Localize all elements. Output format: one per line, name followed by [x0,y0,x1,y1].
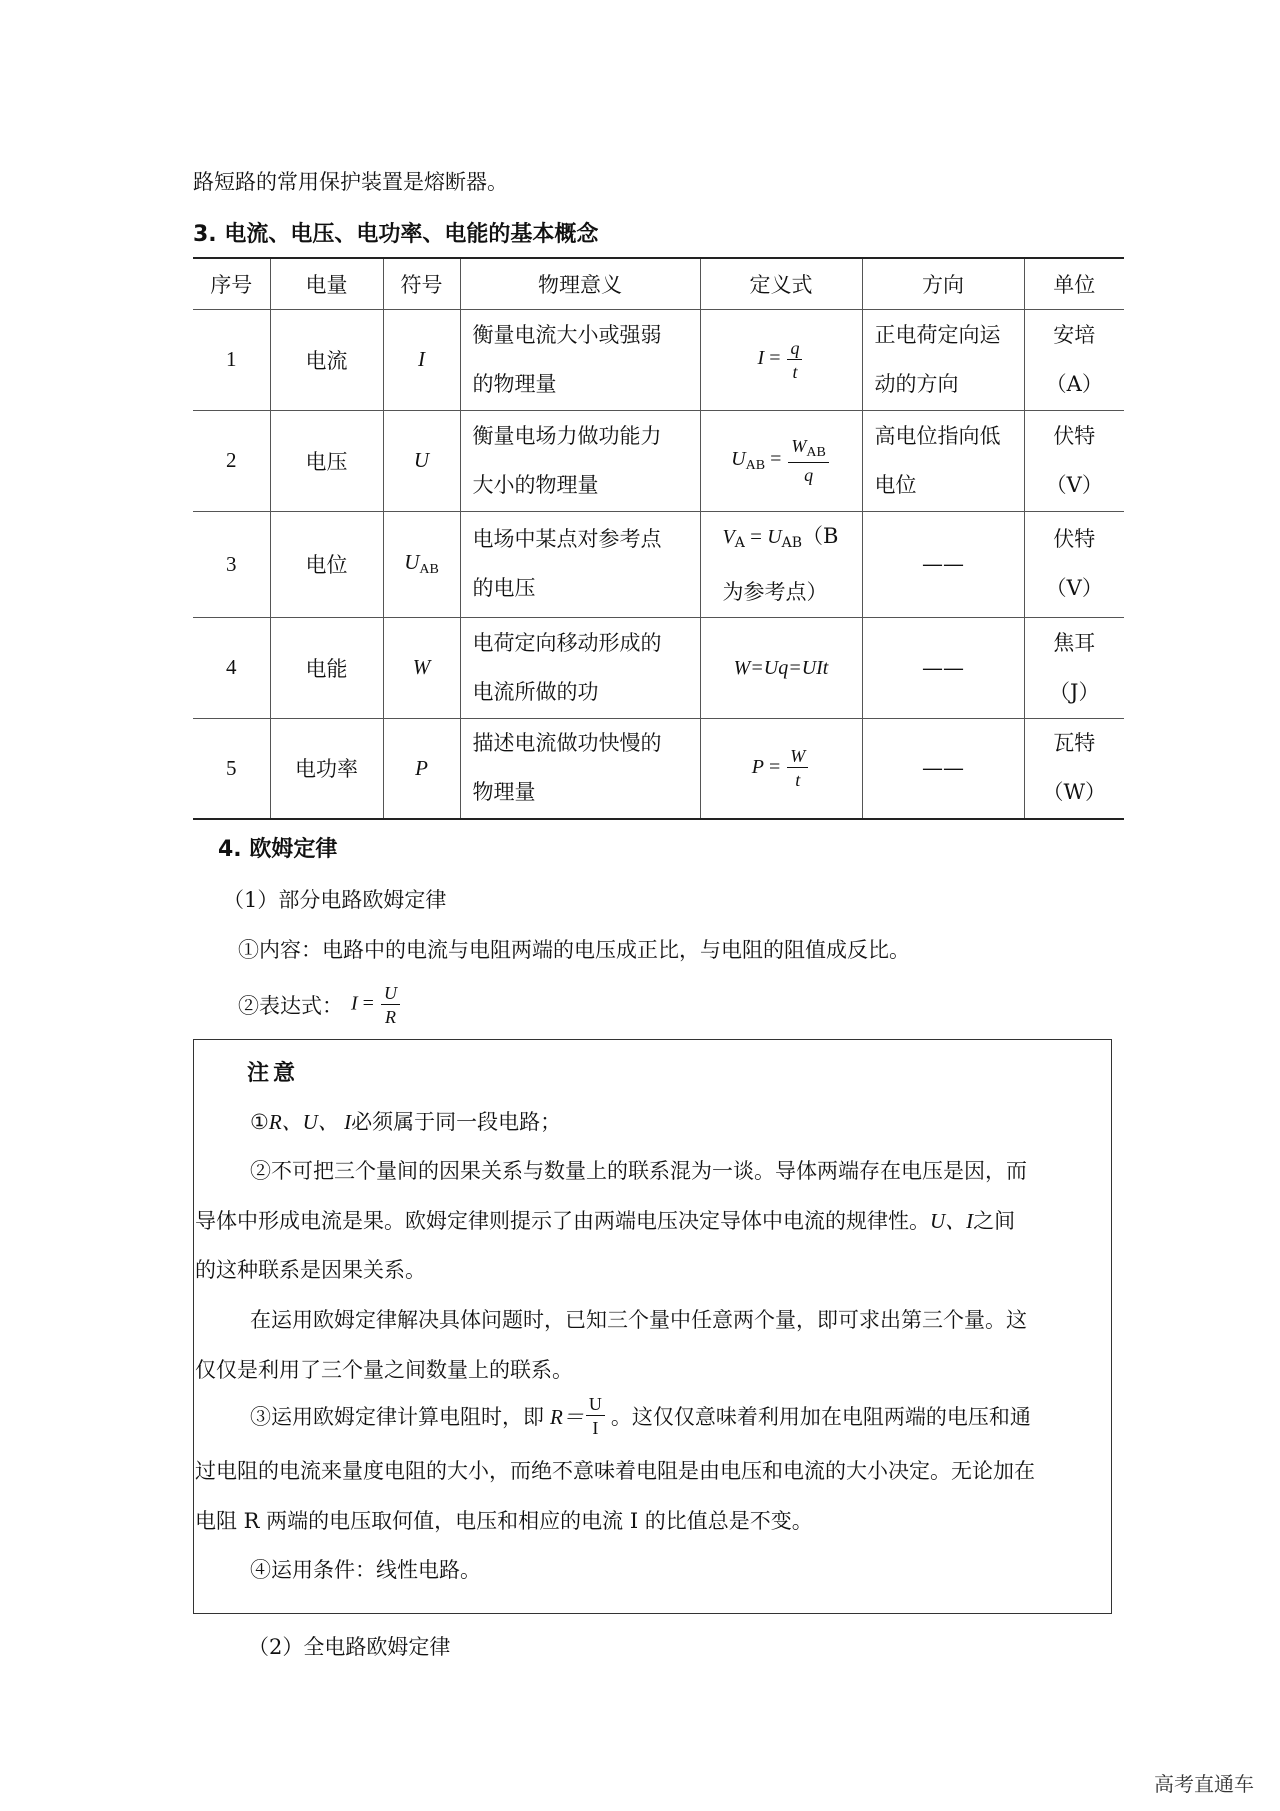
subsection-2-heading: （2）全电路欧姆定律 [248,1635,451,1659]
formula-ref-note: （B [802,523,839,548]
notice-item-2-line2-b: 之间 [973,1209,1016,1233]
formula-denominator: q [804,465,814,485]
notice-item-3-line1 [250,1393,1031,1439]
symbol-main: U [404,550,420,574]
ohm-law-expression [238,984,402,1026]
notice-item-3-line3: 电阻 R 两端的电压取何值，电压和相应的电流 I 的比值总是不变。 [195,1509,813,1533]
notice-item-3-suffix: 。这仅仅意味着利用加在电阻两端的电压和通 [610,1405,1031,1429]
notice-item-2-line2 [195,1205,1015,1235]
row-quantity: 电位 [270,511,383,617]
notice-item-3-prefix: ③运用欧姆定律计算电阻时，即 [250,1405,544,1429]
row-meaning [460,718,700,819]
unit-symbol: （W） [1042,780,1107,805]
meaning-line: 电荷定向移动形成的 [472,630,662,655]
formula-denominator: t [795,770,801,791]
row-direction: —— [862,617,1024,718]
meaning-line: 衡量电场力做功能力 [472,423,662,448]
row-meaning [460,309,700,410]
notice-item-1-prefix: ① [250,1110,269,1134]
meaning-line: 电场中某点对参考点 [472,527,662,551]
formula-voltage: $U_{AB}$ = $\frac{W_{AB}}{q}$ [731,448,831,470]
header-direction: 方向 [862,258,1024,309]
row-quantity: 电压 [270,410,383,511]
electric-concepts-table [193,257,1124,820]
section-3-heading: 3. 电流、电压、电功率、电能的基本概念 [193,222,599,247]
row-quantity: 电能 [270,617,383,718]
table-header-row [193,258,1124,309]
row-meaning [460,410,700,511]
row-direction [862,410,1024,511]
row-quantity: 电流 [270,309,383,410]
formula-potential-line2: 为参考点） [722,579,828,604]
notice-item-3-fraction [586,1395,605,1437]
expression-numerator: U [381,984,400,1005]
formula-numerator: W [787,747,808,768]
row-unit [1024,718,1124,819]
notice-item-3-numerator: U [586,1395,605,1416]
meaning-line: 物理量 [472,780,536,805]
notice-item-3-lhs: R＝ [550,1405,584,1429]
formula-potential-line1 [723,512,854,568]
notice-item-1-vars: R、U、 I [268,1110,352,1134]
unit-name: 瓦特 [1053,731,1096,756]
expression-formula: I = $\frac{U}{R}$ [351,984,402,1026]
notice-title: 注意 [247,1061,300,1086]
notice-item-2-vars: U、I [930,1209,974,1233]
formula-uab: U [767,525,782,548]
row-symbol: I [383,309,460,410]
formula-lhs: I [757,347,765,370]
formula-uab-sub: AB [781,534,803,551]
row-no: 2 [193,410,270,511]
ohm-law-content: ①内容：电路中的电流与电阻两端的电压成正比，与电阻的阻值成反比。 [238,938,910,962]
row-direction: —— [862,511,1024,617]
unit-symbol: （J） [1049,679,1100,704]
intro-paragraph-tail: 路短路的常用保护装置是熔断器。 [193,170,508,194]
formula-numerator-sub: AB [806,445,826,460]
notice-item-4: ④运用条件：线性电路。 [250,1558,481,1582]
unit-symbol: （A） [1045,371,1103,396]
unit-symbol: （V） [1045,472,1103,497]
formula-equals: = [744,523,768,548]
table-row [193,410,1124,511]
header-no: 序号 [193,258,270,309]
notice-paragraph-line1: 在运用欧姆定律解决具体问题时，已知三个量中任意两个量，即可求出第三个量。这 [250,1308,1027,1332]
row-direction: —— [862,718,1024,819]
header-quantity: 电量 [270,258,383,309]
meaning-line: 电流所做的功 [472,679,599,704]
direction-line: 正电荷定向运 [874,322,1001,347]
subsection-1-heading: （1）部分电路欧姆定律 [223,888,447,912]
row-meaning [460,617,700,718]
row-formula [700,410,862,511]
row-no: 3 [193,511,270,617]
header-formula: 定义式 [700,258,862,309]
row-formula [700,617,862,718]
formula-va: V [722,525,735,548]
meaning-line: 描述电流做功快慢的 [472,731,662,756]
formula-numerator: q [787,339,802,360]
row-symbol: P [383,718,460,819]
formula-va-sub: A [734,534,745,551]
unit-name: 安培 [1053,322,1096,347]
table-row [193,511,1124,617]
unit-name: 伏特 [1053,527,1096,551]
formula-denominator: t [792,361,798,382]
meaning-line: 大小的物理量 [472,472,599,497]
expression-lhs: I [351,992,358,1015]
direction-line: 动的方向 [874,371,959,396]
notice-item-2-line2-a: 导体中形成电流是果。欧姆定律则提示了由两端电压决定导体中电流的规律性。 [195,1209,930,1233]
row-unit [1024,309,1124,410]
row-direction [862,309,1024,410]
formula-lhs: P [751,755,764,778]
meaning-line: 的物理量 [472,371,557,396]
table-row [193,718,1124,819]
notice-item-2-line3: 的这种联系是因果关系。 [195,1258,426,1282]
header-meaning: 物理意义 [460,258,700,309]
formula-numerator: W [791,436,807,456]
unit-name: 焦耳 [1053,630,1096,655]
row-no: 5 [193,718,270,819]
expression-denominator: R [384,1007,396,1027]
row-symbol: W [383,617,460,718]
row-unit [1024,410,1124,511]
table-row [193,309,1124,410]
row-unit [1024,617,1124,718]
formula-current: I = $\frac{q}{t}$ [758,347,805,369]
row-quantity: 电功率 [270,718,383,819]
row-formula [700,309,862,410]
unit-name: 伏特 [1053,423,1096,448]
header-symbol: 符号 [383,258,460,309]
formula-power: P = $\frac{W}{t}$ [752,756,811,778]
section-4-heading: 4. 欧姆定律 [218,837,338,862]
meaning-line: 衡量电流大小或强弱 [472,322,662,347]
notice-item-1 [250,1106,561,1136]
notice-item-3-line2: 过电阻的电流来量度电阻的大小，而绝不意味着电阻是由电压和电流的大小决定。无论加在 [195,1459,1035,1483]
direction-line: 电位 [874,472,917,497]
table-row [193,617,1124,718]
watermark: 高考直通车 [1154,1772,1254,1796]
notice-item-1-text: 必须属于同一段电路； [351,1110,562,1134]
formula-lhs: U [731,448,746,471]
notice-item-3-denominator: I [592,1418,599,1438]
row-meaning [460,511,700,617]
row-symbol: U [383,410,460,511]
meaning-line: 的电压 [472,576,536,600]
symbol-sub: AB [419,562,439,577]
header-unit: 单位 [1024,258,1124,309]
formula-energy: W=Uq=UIt [733,657,829,679]
expression-label: ②表达式： [238,994,343,1018]
row-formula [700,511,862,617]
row-no: 1 [193,309,270,410]
unit-symbol: （V） [1045,576,1103,600]
row-unit [1024,511,1124,617]
row-no: 4 [193,617,270,718]
formula-lhs-sub: AB [745,458,766,474]
notice-item-2-line1: ②不可把三个量间的因果关系与数量上的联系混为一谈。导体两端存在电压是因，而 [250,1159,1027,1183]
notice-paragraph-line2: 仅仅是利用了三个量之间数量上的联系。 [195,1358,573,1382]
row-symbol [383,511,460,617]
row-formula [700,718,862,819]
direction-line: 高电位指向低 [874,423,1001,448]
